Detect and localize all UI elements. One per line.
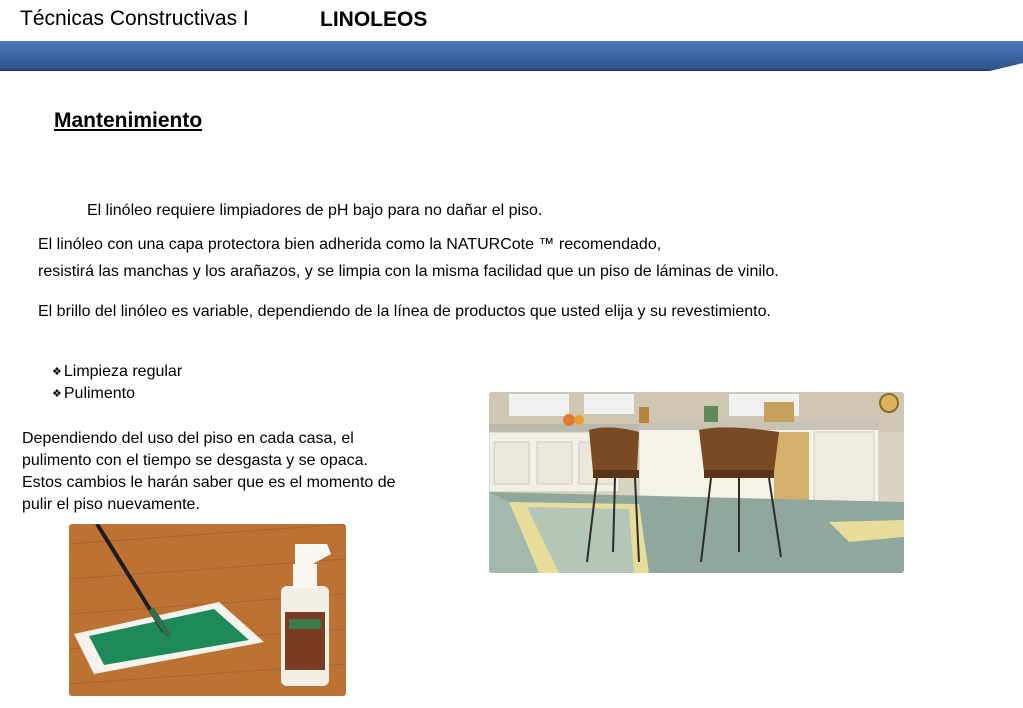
header-band (0, 41, 1023, 71)
course-title: Técnicas Constructivas I (20, 7, 249, 30)
paragraph-gloss: El brillo del linóleo es variable, dependiendo de la línea de productos que usted elija y su revestimiento. (38, 303, 771, 320)
list-item (52, 383, 182, 405)
diamond-bullet-icon: ❖ (52, 388, 62, 400)
paragraph-protective-line2: resistirá las manchas y los arañazos, y se limpia con la misma facilidad que un piso de láminas de vinilo. (38, 263, 779, 280)
bullet-list (52, 361, 182, 405)
topic-title: LINOLEOS (320, 8, 428, 31)
bullet-label: Pulimento (63, 385, 136, 402)
polishing-description: Dependiendo del uso del piso en cada casa, el pulimento con el tiempo se desgasta y se opaca. Estos cambios le harán saber que es el momento de pulir el piso nuevamente. (22, 430, 396, 513)
paragraph-ph: El linóleo requiere limpiadores de pH bajo para no dañar el piso. (87, 202, 543, 219)
section-title: Mantenimiento (54, 109, 203, 132)
bullet-label: Limpieza regular (63, 363, 183, 380)
kitchen-photo (489, 392, 904, 573)
paragraph-protective-line1: El linóleo con una capa protectora bien adherida como la NATURCote ™ recomendado, (38, 236, 662, 253)
list-item (52, 361, 182, 383)
mop-photo (69, 524, 346, 696)
diamond-bullet-icon: ❖ (52, 366, 62, 378)
